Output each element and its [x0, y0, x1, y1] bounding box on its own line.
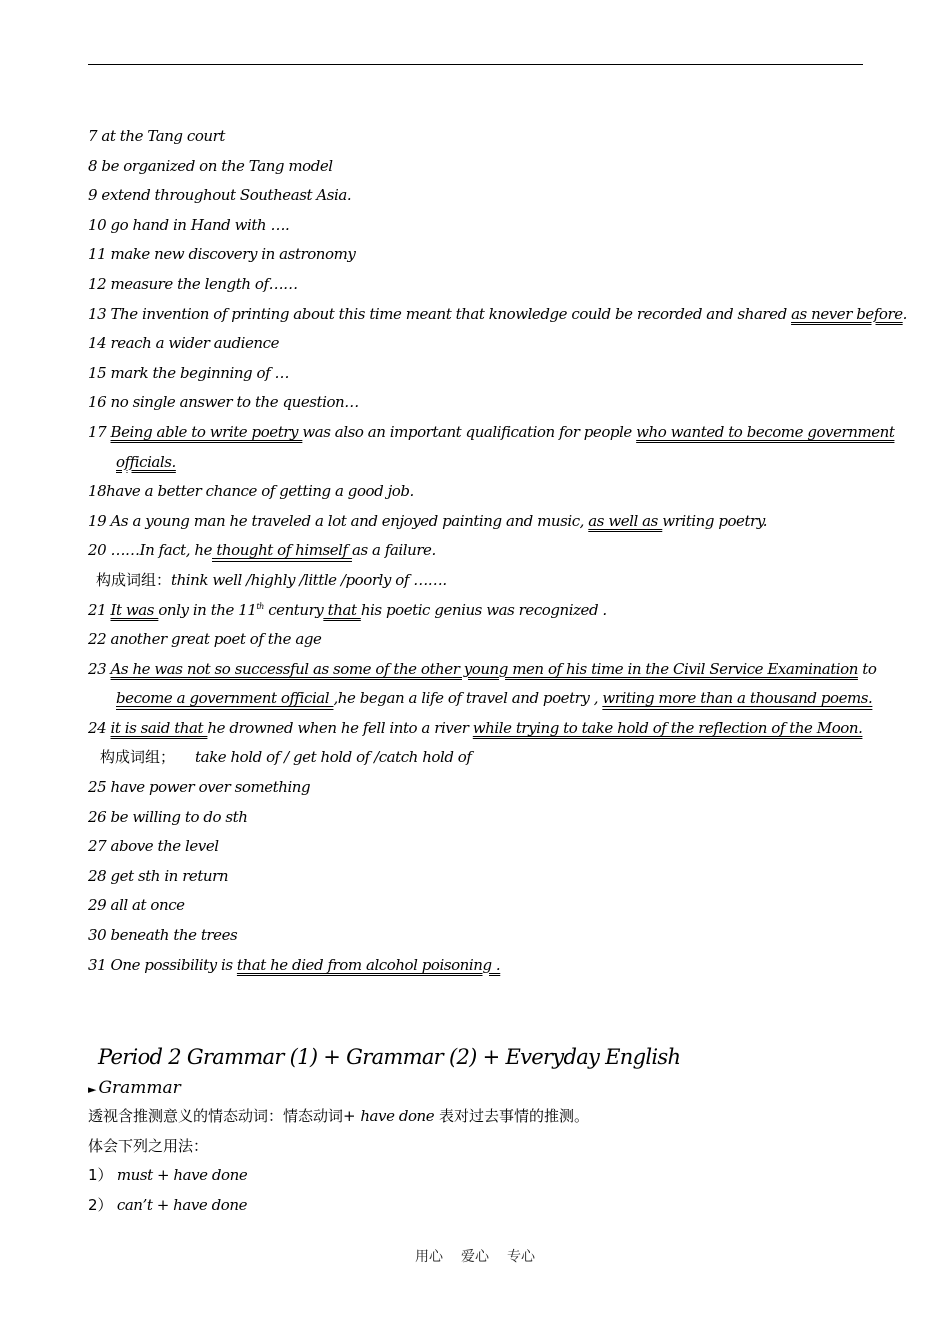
phrase-23-continued [88, 684, 873, 714]
phrase-23 [88, 655, 877, 685]
text: 20 ……In fact, he [88, 541, 213, 560]
underlined-text: officials. [116, 452, 176, 471]
text: have done [360, 1107, 435, 1126]
phrase-17 [88, 418, 895, 448]
text: 13 The invention of printing about this time meant that knowledge could be recorded and shared [88, 304, 792, 323]
text: 19 As a young man he traveled a lot and enjoyed painting and music, [88, 511, 589, 530]
phrase-16: 16 no single answer to the question… [88, 393, 359, 412]
footer-text: 爱心 [461, 1249, 489, 1265]
note-text: take hold of / get hold of /catch hold of [195, 748, 472, 767]
text: writing poetry. [662, 511, 768, 530]
phrase-30: 30 beneath the trees [88, 926, 238, 945]
phrase-13 [88, 300, 907, 330]
text: must + have done [112, 1166, 248, 1185]
text: 21 [88, 600, 111, 619]
phrase-11: 11 make new discovery in astronomy [88, 245, 356, 264]
grammar-label: Grammar [98, 1078, 181, 1099]
phrase-12: 12 measure the length of…… [88, 274, 298, 293]
phrase-group-note-2 [88, 743, 868, 773]
underlined-text: that [323, 600, 361, 619]
phrase-17-continued [88, 448, 868, 478]
text: his poetic genius was recognized . [360, 600, 607, 619]
document-body [88, 122, 907, 1221]
phrase-10: 10 go hand in Hand with …. [88, 215, 290, 234]
phrase-14: 14 reach a wider audience [88, 334, 280, 353]
text: 31 One possibility is [88, 955, 237, 974]
text: . [902, 304, 907, 323]
phrase-8: 8 be organized on the Tang model [88, 156, 333, 175]
period-heading: Period 2 Grammar (1) + Grammar (2) + Everyday English [98, 1045, 681, 1070]
phrase-21 [88, 596, 868, 626]
text: ,he began a life of travel and poetry , [333, 689, 603, 708]
phrase-15: 15 mark the beginning of … [88, 363, 290, 382]
triangle-bullet-icon: ► [88, 1083, 97, 1097]
phrase-26: 26 be willing to do sth [88, 807, 248, 826]
phrase-28: 28 get sth in return [88, 866, 229, 885]
underlined-text: as never before [791, 304, 903, 323]
underlined-text: while trying to take hold of the reflection of the Moon. [472, 718, 863, 737]
phrase-7: 7 at the Tang court [88, 127, 225, 145]
text: was also an important qualification for people [302, 422, 637, 441]
item-number: 1） [88, 1166, 113, 1185]
phrase-18: 18have a better chance of getting a good job. [88, 482, 414, 501]
text: 24 [88, 718, 111, 737]
text: 体会下列之用法： [88, 1136, 209, 1155]
header-rule [88, 64, 863, 65]
phrase-27: 27 above the level [88, 837, 219, 856]
phrase-20 [88, 536, 868, 566]
grammar-instruction [88, 1132, 868, 1162]
grammar-item-2 [88, 1191, 868, 1221]
footer-text: 专心 [507, 1249, 535, 1265]
text: he drowned when he fell into a river [207, 718, 473, 737]
superscript: th [256, 601, 264, 611]
underlined-text: who wanted to become government [636, 422, 895, 441]
underlined-text: writing more than a thousand poems. [602, 689, 873, 708]
note-text: think well /highly /little /poorly of ……. [171, 570, 447, 589]
text: century [263, 600, 324, 619]
phrase-22: 22 another great poet of the age [88, 630, 322, 649]
underlined-text: become a government official [116, 689, 334, 708]
grammar-item-1 [88, 1161, 868, 1191]
footer-text: 用心 [415, 1249, 443, 1265]
text: 透视含推测意义的情态动词：情态动词+ [88, 1107, 361, 1126]
underlined-text: As he was not so successful as some of the other young men of his time in the Civil Service Examination [110, 659, 858, 678]
text: to [857, 659, 877, 678]
phrase-29: 29 all at once [88, 896, 185, 915]
text: only in the 11 [158, 600, 257, 619]
grammar-subheading [88, 1074, 868, 1102]
text: 17 [88, 422, 111, 441]
underlined-text: It was [110, 600, 159, 619]
section-gap [88, 980, 868, 1010]
note-label: 构成词组； [100, 748, 176, 767]
phrase-group-note-1 [88, 566, 868, 596]
underlined-text: thought of himself [212, 541, 352, 560]
underlined-text: Being able to write poetry [110, 422, 303, 441]
note-label: 构成词组： [96, 570, 172, 589]
underlined-text: that he died from alcohol poisoning . [236, 955, 501, 974]
item-number: 2） [88, 1196, 113, 1214]
phrase-9: 9 extend throughout Southeast Asia. [88, 186, 352, 205]
text: 表对过去事情的推测。 [434, 1107, 589, 1126]
phrase-25: 25 have power over something [88, 778, 311, 797]
grammar-intro [88, 1102, 868, 1132]
phrase-19 [88, 507, 868, 537]
text: 23 [88, 659, 111, 678]
text: can’t + have done [112, 1196, 248, 1214]
phrase-31 [88, 951, 868, 981]
phrase-24 [88, 714, 868, 744]
text: as a failure. [351, 541, 436, 560]
underlined-text: it is said that [110, 718, 208, 737]
underlined-text: as well as [588, 511, 663, 530]
section-gap [88, 1010, 868, 1040]
page-footer [0, 1246, 950, 1266]
